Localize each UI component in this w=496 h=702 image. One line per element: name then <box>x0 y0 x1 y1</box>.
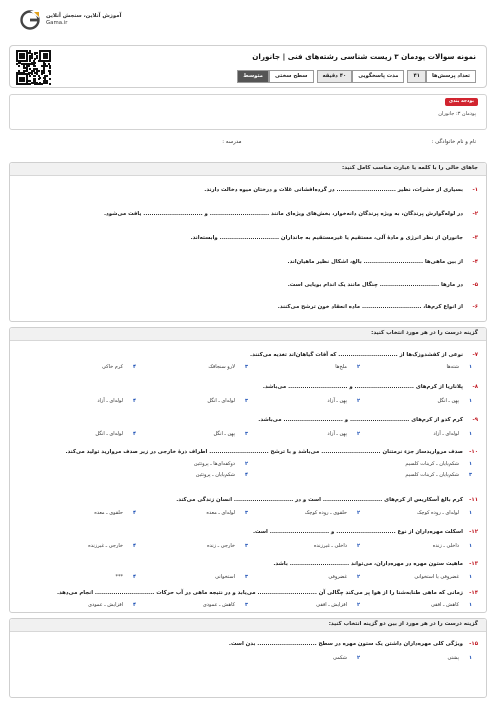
option-text: افزایش ـ افقی <box>316 602 347 608</box>
option-text: پهن ـ آزاد <box>327 431 347 437</box>
question-number: -۲ <box>472 211 478 217</box>
option-text: شکمی <box>332 655 347 661</box>
option-number: ۲ <box>356 655 360 661</box>
options-9 <box>24 431 472 438</box>
duration-value: ۴۰ دقیقه <box>317 70 353 83</box>
option-text: داخلی ـ غیرزنده <box>313 543 347 549</box>
question-text: کرم کدو از کرم‌های ............................. و ............................. می‌باشد. <box>258 417 463 423</box>
option[interactable] <box>24 461 248 468</box>
option-text: دوکفه‌ای‌ها ـ پروتئین <box>193 461 235 467</box>
option-number: ۴ <box>244 471 248 478</box>
question-text: کرم بالغ آسکاریس از کرم‌های ............................. است و در ............................. انسان زندگی می‌کند. <box>176 497 463 503</box>
option-text: لوله‌ای ـ روده کوچک <box>416 510 459 516</box>
exam-title: نمونه سوالات پودمان ۳ زیست شناسی رشته‌های فنی | جانوران <box>252 52 476 61</box>
options-11 <box>24 510 472 517</box>
question-number: -۱۴ <box>469 590 478 596</box>
option-text: *** <box>115 574 123 580</box>
option[interactable] <box>136 431 248 438</box>
option-number: ۱ <box>468 655 472 661</box>
question-13 <box>16 561 478 568</box>
option[interactable] <box>136 364 248 371</box>
option[interactable] <box>248 655 360 662</box>
option-text: کرم خاکی <box>102 364 123 370</box>
options-14 <box>24 602 472 609</box>
question-text: بسیاری از حشرات، نظیر ............................. در گرده‌افشانی غلات و درختان میوه دخالت دارند. <box>204 187 463 193</box>
option[interactable] <box>248 461 472 468</box>
exam-header <box>9 45 487 88</box>
option[interactable] <box>136 543 248 550</box>
question-count-value: ۴۱ <box>407 70 425 83</box>
question-text: نوعی از کفشدوزک‌ها از ............................. که آفات گیاهان‌اند تغذیه می‌کنند. <box>250 352 463 358</box>
question-number: -۷ <box>472 352 478 358</box>
section-multiple-choice <box>9 327 487 613</box>
question-text: ماهیت ستون مهره در مهره‌داران، می‌تواند ............................. باشد. <box>273 561 463 567</box>
duration-label: مدت پاسخگویی <box>352 70 404 83</box>
question-number: -۳ <box>472 235 478 241</box>
option[interactable] <box>248 364 360 371</box>
question-text: در مارها ............................. چنگال مانند یک اندام بویایی است. <box>287 282 463 288</box>
option-number: ۴ <box>132 431 136 437</box>
option-number: ۲ <box>356 364 360 370</box>
option[interactable] <box>248 574 360 581</box>
question-1 <box>16 187 478 194</box>
question-text: پلاناریا از کرم‌های ............................. و ............................. می‌باشد. <box>262 384 463 390</box>
option-number: ۱ <box>468 574 472 580</box>
brand <box>20 10 121 30</box>
question-text: در لوله‌گوارش پرندگان، به ویژه پرندگان دانه‌خوار، بخش‌های ویژه‌ای مانند ............................. و ............................. یافت می‌شود. <box>103 211 463 217</box>
options-13 <box>24 574 472 581</box>
option[interactable] <box>360 431 472 438</box>
question-10 <box>16 449 478 456</box>
option-text: پهن ـ آزاد <box>327 398 347 404</box>
option-number: ۴ <box>132 364 136 370</box>
option-number: ۱ <box>468 431 472 437</box>
option-text: استخوانی <box>215 574 235 580</box>
option-number: ۱ <box>468 398 472 404</box>
brand-url[interactable]: Gama.ir <box>46 20 68 26</box>
question-text: از بین ماهی‌ها ............................. بالغ، اشکال نظیر ماهیان‌اند. <box>287 259 463 265</box>
option-text: غضروفی <box>328 574 347 580</box>
option[interactable] <box>360 602 472 609</box>
option[interactable] <box>24 574 136 581</box>
option[interactable] <box>24 510 136 517</box>
option[interactable] <box>248 431 360 438</box>
question-4 <box>16 259 478 266</box>
question-number: -۴ <box>472 259 478 265</box>
option-number: ۲ <box>356 431 360 437</box>
option[interactable] <box>248 398 360 405</box>
question-15 <box>16 641 478 648</box>
question-6 <box>16 304 478 311</box>
question-number: -۹ <box>472 417 478 423</box>
options-7 <box>24 364 472 371</box>
qr-code-icon <box>16 50 51 85</box>
question-14 <box>16 590 478 597</box>
option-text: شکم‌پایان ـ کربنات کلسیم <box>405 461 459 467</box>
option-number: ۴ <box>132 510 136 516</box>
option[interactable] <box>24 602 136 609</box>
option-number: ۲ <box>356 510 360 516</box>
option-text: کاهش ـ عمودی <box>202 602 235 608</box>
exam-meta <box>237 70 476 83</box>
option[interactable] <box>24 364 136 371</box>
option[interactable] <box>248 543 360 550</box>
option-number: ۳ <box>244 364 248 370</box>
option-number: ۲ <box>356 398 360 404</box>
option[interactable] <box>24 472 248 479</box>
option[interactable] <box>248 510 360 517</box>
section-title: جاهای خالی را با کلمه یا عبارت مناسب کامل کنید: <box>10 163 486 176</box>
question-number: -۱۳ <box>469 561 478 567</box>
question-number: -۱۱ <box>469 497 478 503</box>
option-number: ۳ <box>244 431 248 437</box>
option-number: ۳ <box>468 471 472 478</box>
option-text: شته‌ها <box>446 364 459 370</box>
difficulty-value: متوسط <box>237 70 269 83</box>
option[interactable] <box>136 398 248 405</box>
question-number: -۱ <box>472 187 478 193</box>
option[interactable] <box>136 574 248 581</box>
options-8 <box>24 398 472 405</box>
section-fill-blanks <box>9 162 487 322</box>
option-text: حلقوی ـ روده کوچک <box>304 510 347 516</box>
option-number: ۴ <box>132 602 136 608</box>
option-number: ۱ <box>468 510 472 516</box>
question-12 <box>16 529 478 536</box>
option-number: ۳ <box>244 574 248 580</box>
option[interactable] <box>360 398 472 405</box>
option-number: ۳ <box>244 602 248 608</box>
option-text: لارو سنجاقک <box>208 364 235 370</box>
option-number: ۱ <box>468 602 472 608</box>
option-number: ۳ <box>244 510 248 516</box>
question-number: -۸ <box>472 384 478 390</box>
option-text: لوله‌ای ـ آزاد <box>433 431 459 437</box>
question-number: -۶ <box>472 304 478 310</box>
budget-note <box>9 94 487 130</box>
option-number: ۱ <box>468 364 472 370</box>
option-text: شکم‌پایان ـ کربنات کلسیم <box>405 471 459 478</box>
option-number: ۳ <box>244 543 248 549</box>
question-11 <box>16 497 478 504</box>
brand-title: آموزش آنلاین، سنجش آنلاین <box>46 12 122 19</box>
option-text: داخلی ـ زنده <box>432 543 459 549</box>
option-number: ۳ <box>244 398 248 404</box>
option-number: ۴ <box>132 543 136 549</box>
option-text: لوله‌ای ـ انگل <box>95 431 123 437</box>
question-number: -۱۲ <box>469 529 478 535</box>
question-text: زمانی که ماهی طنابه‌شنا را از هوا پر می‌کند چگالی آن ............................. می‌یابد و در نتیجه ماهی در آب حرکات ............................. انجام می‌دهد. <box>56 590 463 596</box>
option[interactable] <box>360 543 472 550</box>
option-text: لوله‌ای ـ انگل <box>207 398 235 404</box>
option-text: لوله‌ای ـ آزاد <box>97 398 123 404</box>
option-text: ملخ‌ها <box>335 364 347 370</box>
question-text: صدف مروارید‌ساز جزء نرمتنان ............................. می‌باشد و با ترشح ............................. اطراف ذرهٔ خارجی در زیر صدف مروارید تولید می‌کند. <box>65 449 463 455</box>
option[interactable] <box>360 364 472 371</box>
option-number: ۴ <box>132 574 136 580</box>
option-text: پهن ـ انگل <box>213 431 235 437</box>
options-15 <box>24 655 472 662</box>
options-10 <box>24 461 472 479</box>
section-title: گزینه درست را در هر مورد انتخاب کنید: <box>10 328 486 341</box>
question-text: ویژگی کلی مهره‌داران داشتن یک ستون مهره در سطح ............................. بدن است. <box>228 641 463 647</box>
option-text: لوله‌ای ـ معده <box>206 510 235 516</box>
section-title: گزینه درست را در هر مورد از بین دو گزینه انتخاب کنید: <box>10 619 486 632</box>
options-12 <box>24 543 472 550</box>
question-3 <box>16 235 478 242</box>
option-text: پشتی <box>447 655 459 661</box>
question-5 <box>16 282 478 289</box>
option-text: شکم‌پایان ـ پروتئین <box>195 471 235 478</box>
option[interactable] <box>24 543 136 550</box>
question-text: جانوران از نظر انرژی و مادهٔ آلی، مستقیم یا غیرمستقیم به جانداران ............................. وابسته‌اند. <box>190 235 463 241</box>
question-number: -۵ <box>472 282 478 288</box>
option-number: ۲ <box>244 461 248 467</box>
option[interactable] <box>360 655 472 662</box>
question-text: از انواع کرم‌ها، ............................. ماده انعقاد خون ترشح می‌کنند. <box>277 304 463 310</box>
question-number: -۱۰ <box>469 449 478 455</box>
option[interactable] <box>136 602 248 609</box>
option-number: ۲ <box>356 602 360 608</box>
option[interactable] <box>24 431 136 438</box>
question-number: -۱۵ <box>469 641 478 647</box>
question-text: اسکلت مهره‌داران از نوع ............................. و ............................. است. <box>253 529 463 535</box>
section-two-choice <box>9 618 487 698</box>
difficulty-label: سطح سختی <box>269 70 314 83</box>
option-number: ۴ <box>132 398 136 404</box>
option[interactable] <box>360 510 472 517</box>
student-info <box>20 139 476 146</box>
option[interactable] <box>136 510 248 517</box>
option-number: ۱ <box>468 543 472 549</box>
school-label: مدرسه : <box>222 139 242 145</box>
note-badge: بودجه بندی <box>445 98 478 106</box>
question-2 <box>16 211 478 218</box>
question-8 <box>16 384 478 391</box>
option-number: ۲ <box>356 574 360 580</box>
option-text: کاهش ـ افقی <box>430 602 459 608</box>
option-text: حلقوی ـ معده <box>94 510 123 516</box>
option[interactable] <box>248 472 472 479</box>
question-7 <box>16 352 478 359</box>
option-number: ۲ <box>356 543 360 549</box>
option-number: ۱ <box>468 461 472 467</box>
option-text: افزایش ـ عمودی <box>88 602 123 608</box>
note-text: پودمان ۳: جانوران <box>438 111 476 117</box>
question-9 <box>16 417 478 424</box>
gama-logo-icon <box>20 10 40 30</box>
option[interactable] <box>24 398 136 405</box>
question-count-label: تعداد پرسش‌ها <box>426 70 476 83</box>
option[interactable] <box>248 602 360 609</box>
option[interactable] <box>360 574 472 581</box>
option-text: غضروفی یا استخوانی <box>414 574 459 580</box>
option-text: پهن ـ انگل <box>437 398 459 404</box>
student-name-label: نام و نام خانوادگی : <box>431 139 476 145</box>
option-text: خارجی ـ غیرزنده <box>88 543 123 549</box>
option-text: خارجی ـ زنده <box>207 543 235 549</box>
